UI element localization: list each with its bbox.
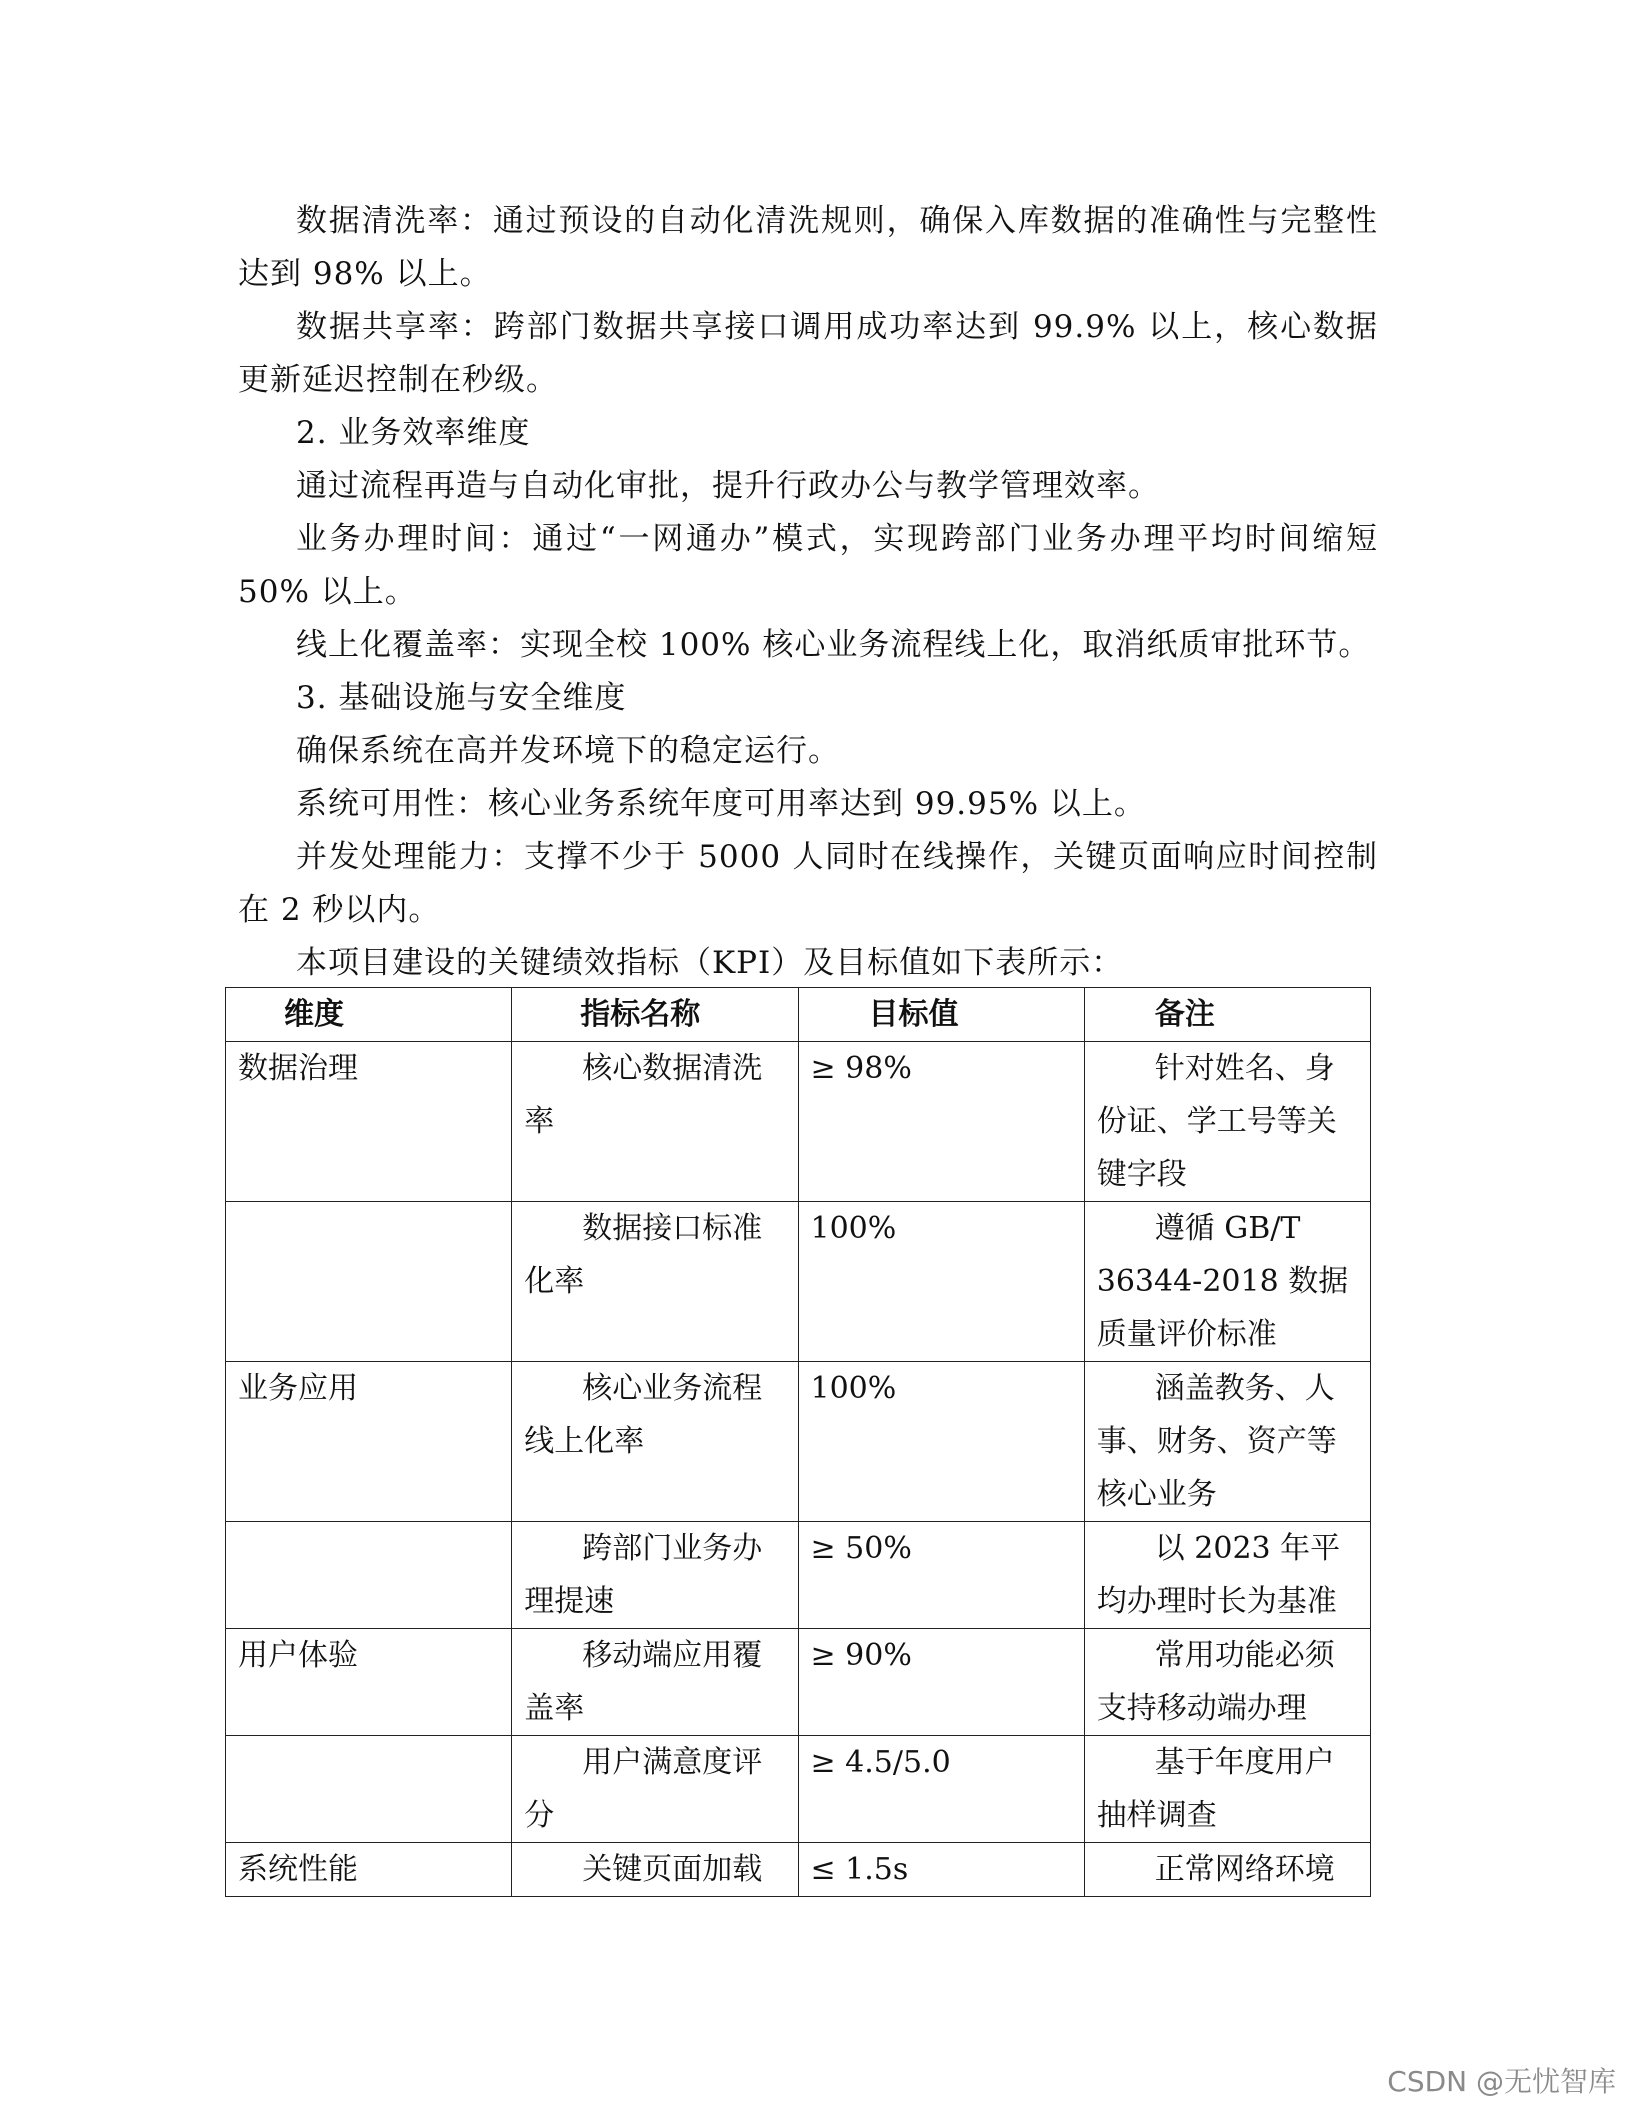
paragraph-online-coverage: 线上化覆盖率：实现全校 100% 核心业务流程线上化，取消纸质审批环节。	[296, 627, 1371, 663]
cell-target-value: ≥ 4.5/5.0	[798, 1736, 1084, 1843]
cell-remarks: 以 2023 年平均办理时长为基准	[1084, 1522, 1370, 1629]
cell-dimension	[226, 1736, 512, 1843]
header-target-value: 目标值	[798, 988, 1084, 1042]
cell-dimension: 数据治理	[226, 1042, 512, 1202]
cell-dimension	[226, 1522, 512, 1629]
cell-dimension	[226, 1202, 512, 1362]
cell-target-value: ≤ 1.5s	[798, 1843, 1084, 1897]
cell-target-value: ≥ 90%	[798, 1629, 1084, 1736]
paragraph-data-cleaning-rate: 数据清洗率：通过预设的自动化清洗规则，确保入库数据的准确性与完整性达到 98% 以上。	[238, 203, 1378, 292]
paragraph-kpi-table-intro: 本项目建设的关键绩效指标（KPI）及目标值如下表所示：	[296, 945, 1124, 981]
cell-dimension: 用户体验	[226, 1629, 512, 1736]
table-row	[226, 1843, 1371, 1897]
cell-indicator-name: 用户满意度评分	[512, 1736, 798, 1843]
table-header-row	[226, 988, 1371, 1042]
document-body	[238, 195, 1378, 990]
cell-indicator-name: 跨部门业务办理提速	[512, 1522, 798, 1629]
table-row	[226, 1202, 1371, 1362]
kpi-table	[225, 987, 1371, 1897]
paragraph-infrastructure-intro: 确保系统在高并发环境下的稳定运行。	[296, 733, 840, 769]
paragraph-availability: 系统可用性：核心业务系统年度可用率达到 99.95% 以上。	[296, 786, 1146, 822]
cell-target-value: ≥ 98%	[798, 1042, 1084, 1202]
cell-remarks: 涵盖教务、人事、财务、资产等核心业务	[1084, 1362, 1370, 1522]
cell-indicator-name: 关键页面加载	[512, 1843, 798, 1897]
header-indicator-name: 指标名称	[512, 988, 798, 1042]
table-row	[226, 1362, 1371, 1522]
header-remarks: 备注	[1084, 988, 1370, 1042]
table-row	[226, 1736, 1371, 1843]
section-heading-business-efficiency: 2. 业务效率维度	[296, 415, 531, 451]
cell-dimension: 系统性能	[226, 1843, 512, 1897]
cell-remarks: 基于年度用户抽样调查	[1084, 1736, 1370, 1843]
table-row	[226, 1042, 1371, 1202]
cell-indicator-name: 数据接口标准化率	[512, 1202, 798, 1362]
watermark: CSDN @无忧智库	[1387, 2065, 1616, 2098]
cell-target-value: 100%	[798, 1362, 1084, 1522]
cell-remarks: 针对姓名、身份证、学工号等关键字段	[1084, 1042, 1370, 1202]
cell-remarks: 正常网络环境	[1084, 1843, 1370, 1897]
cell-indicator-name: 移动端应用覆盖率	[512, 1629, 798, 1736]
table-row	[226, 1629, 1371, 1736]
cell-indicator-name: 核心数据清洗率	[512, 1042, 798, 1202]
section-heading-infrastructure: 3. 基础设施与安全维度	[296, 680, 627, 716]
paragraph-concurrency: 并发处理能力：支撑不少于 5000 人同时在线操作，关键页面响应时间控制在 2 秒以内。	[238, 839, 1378, 928]
paragraph-business-efficiency-intro: 通过流程再造与自动化审批，提升行政办公与教学管理效率。	[296, 468, 1160, 504]
header-dimension: 维度	[226, 988, 512, 1042]
cell-dimension: 业务应用	[226, 1362, 512, 1522]
cell-target-value: 100%	[798, 1202, 1084, 1362]
paragraph-processing-time: 业务办理时间：通过“一网通办”模式，实现跨部门业务办理平均时间缩短 50% 以上。	[238, 521, 1378, 610]
paragraph-data-sharing-rate: 数据共享率：跨部门数据共享接口调用成功率达到 99.9% 以上，核心数据更新延迟控制在秒级。	[238, 309, 1378, 398]
cell-target-value: ≥ 50%	[798, 1522, 1084, 1629]
cell-remarks: 常用功能必须支持移动端办理	[1084, 1629, 1370, 1736]
table-row	[226, 1522, 1371, 1629]
cell-remarks: 遵循 GB/T 36344-2018 数据质量评价标准	[1084, 1202, 1370, 1362]
cell-indicator-name: 核心业务流程线上化率	[512, 1362, 798, 1522]
